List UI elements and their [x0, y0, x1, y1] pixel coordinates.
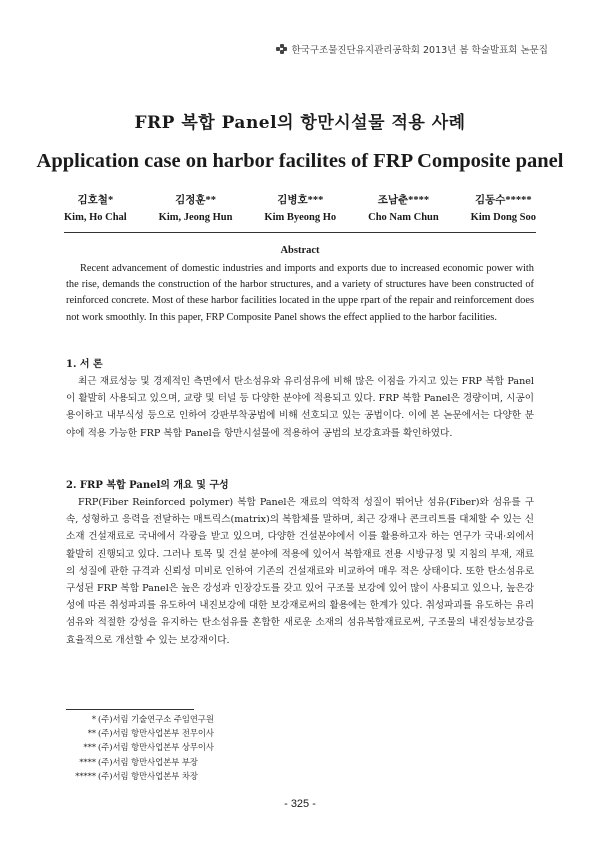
author-divider [64, 232, 536, 233]
footnote-mark: * [91, 714, 96, 724]
title-korean: FRP 복합 Panel의 항만시설물 적용 사례 [134, 113, 466, 133]
footnote [66, 755, 214, 769]
author [64, 192, 127, 226]
page-number: - 325 - [284, 798, 316, 810]
footnote-mark: ** [87, 728, 96, 739]
running-header-text: 한국구조물진단유지관리공학회 2013년 봄 학술발표회 논문집 [291, 45, 548, 56]
author-name-ko: 김병호*** [277, 195, 324, 206]
footnote-text: (주)서림 항만사업본부 부장 [98, 756, 198, 767]
author-name-ko: 김호철* [77, 195, 114, 206]
footnote-mark: *** [83, 742, 96, 753]
section-title-introduction: 1. 서 론 [66, 359, 103, 370]
section-body-overview: FRP(Fiber Reinforced polymer) 복합 Panel은 재료의 역학적 성질이 뛰어난 섬유(Fiber)와 섬유를 구속, 성형하고 응력을 전달하는 매트릭스(matrix)의 복합체를 말하며, 최근 강재나 콘크리트를 대체할 수 있는 신소재 건설재료로 국내에서 각광을 받고 있으며, 다양한 건설분야에서 이를 활용하고자 하는 연구가 국내·외에서 활발히 진행되고 있다. 그러나 토목 및 건설 분야에 적용에 있어서 복합재료 전용 시방규정 및 지침의 부재, 재료의 성질에 관한 규격과 신뢰성 미비로 인하여 기존의 건설재료와 비교하여 매우 적은 상태이다. 또한 탄소섬유로 구성된 FRP 복합 Panel은 높은 강성과 인장강도를 갖고 있어 구조물 보강에 있어 많이 사용되고 있으나, 높은강성에 따른 취성파괴를 유도하여 내진보강에 대한 보강재로써의 활용에는 한계가 있다. 취성파괴를 유도하는 유리섬유와 적절한 강성을 유지하는 탄소섬유를 혼합한 새로운 소재의 섬유복합재료로써, 구조물의 내진성능보강을 효율적으로 개선할 수 있는 보강재이다. [66, 497, 534, 646]
footnote [66, 712, 214, 726]
author [368, 192, 439, 226]
footnote-mark: ***** [75, 770, 96, 781]
author-name-en: Kim, Jeong Hun [158, 212, 233, 223]
footnotes [66, 712, 214, 783]
footnote-text: (주)서림 항만사업본부 전무이사 [98, 728, 214, 739]
footnote-text: (주)서림 기술연구소 주임연구원 [98, 714, 214, 724]
author [471, 192, 536, 226]
author-name-en: Kim, Ho Chal [64, 212, 127, 223]
abstract-heading: Abstract [280, 245, 320, 256]
author [159, 192, 233, 226]
author-name-ko: 조남춘**** [377, 195, 430, 206]
abstract-text: Recent advancement of domestic industries and imports and exports due to increased economic power with the rise, demands the construction of the harbor structures, and a variety of structures have been constructed of reinforced concrete. Most of these harbor facilities located in the uppe rpart of the repair and reinforcement does not work smoothly. In this paper, FRP Composite Panel shows the effect applied to the harbor facilities. [66, 263, 534, 323]
footnote-divider [66, 709, 194, 710]
author-name-en: Kim Dong Soo [470, 212, 536, 223]
footnote-text: (주)서림 항만사업본부 차장 [98, 770, 198, 781]
footnote [66, 726, 214, 740]
running-header [276, 42, 548, 56]
author [264, 192, 336, 226]
society-logo-icon [276, 44, 287, 55]
author-name-ko: 김동수***** [474, 195, 532, 206]
footnote-text: (주)서림 항만사업본부 상무이사 [98, 742, 214, 753]
footnote [66, 740, 214, 754]
author-name-en: Kim Byeong Ho [264, 212, 337, 223]
author-name-ko: 김정훈** [175, 195, 217, 206]
title-english: Application case on harbor facilites of FRP Composite panel [36, 150, 564, 172]
footnote-mark: **** [79, 756, 96, 767]
author-name-en: Cho Nam Chun [368, 212, 439, 223]
section-title-overview: 2. FRP 복합 Panel의 개요 및 구성 [66, 480, 229, 491]
section-body-introduction: 최근 재료성능 및 경제적인 측면에서 탄소섬유와 유리섬유에 비해 많은 이점을 가지고 있는 FRP 복합 Panel이 활발히 사용되고 있으며, 교량 및 터널 등 다양한 분야에 적용되고 있다. FRP 복합 Panel은 경량이며, 시공이 용이하고 내부식성 등으로 인하여 강판부착공법에 비해 선호되고 있는 공법이다. 이에 본 논문에서는 다양한 분야에 적용 가능한 FRP 복합 Panel을 항만시설물에 적용하여 공법의 보강효과를 확인하였다. [66, 376, 534, 439]
footnote [66, 769, 214, 783]
author-list [64, 192, 536, 226]
